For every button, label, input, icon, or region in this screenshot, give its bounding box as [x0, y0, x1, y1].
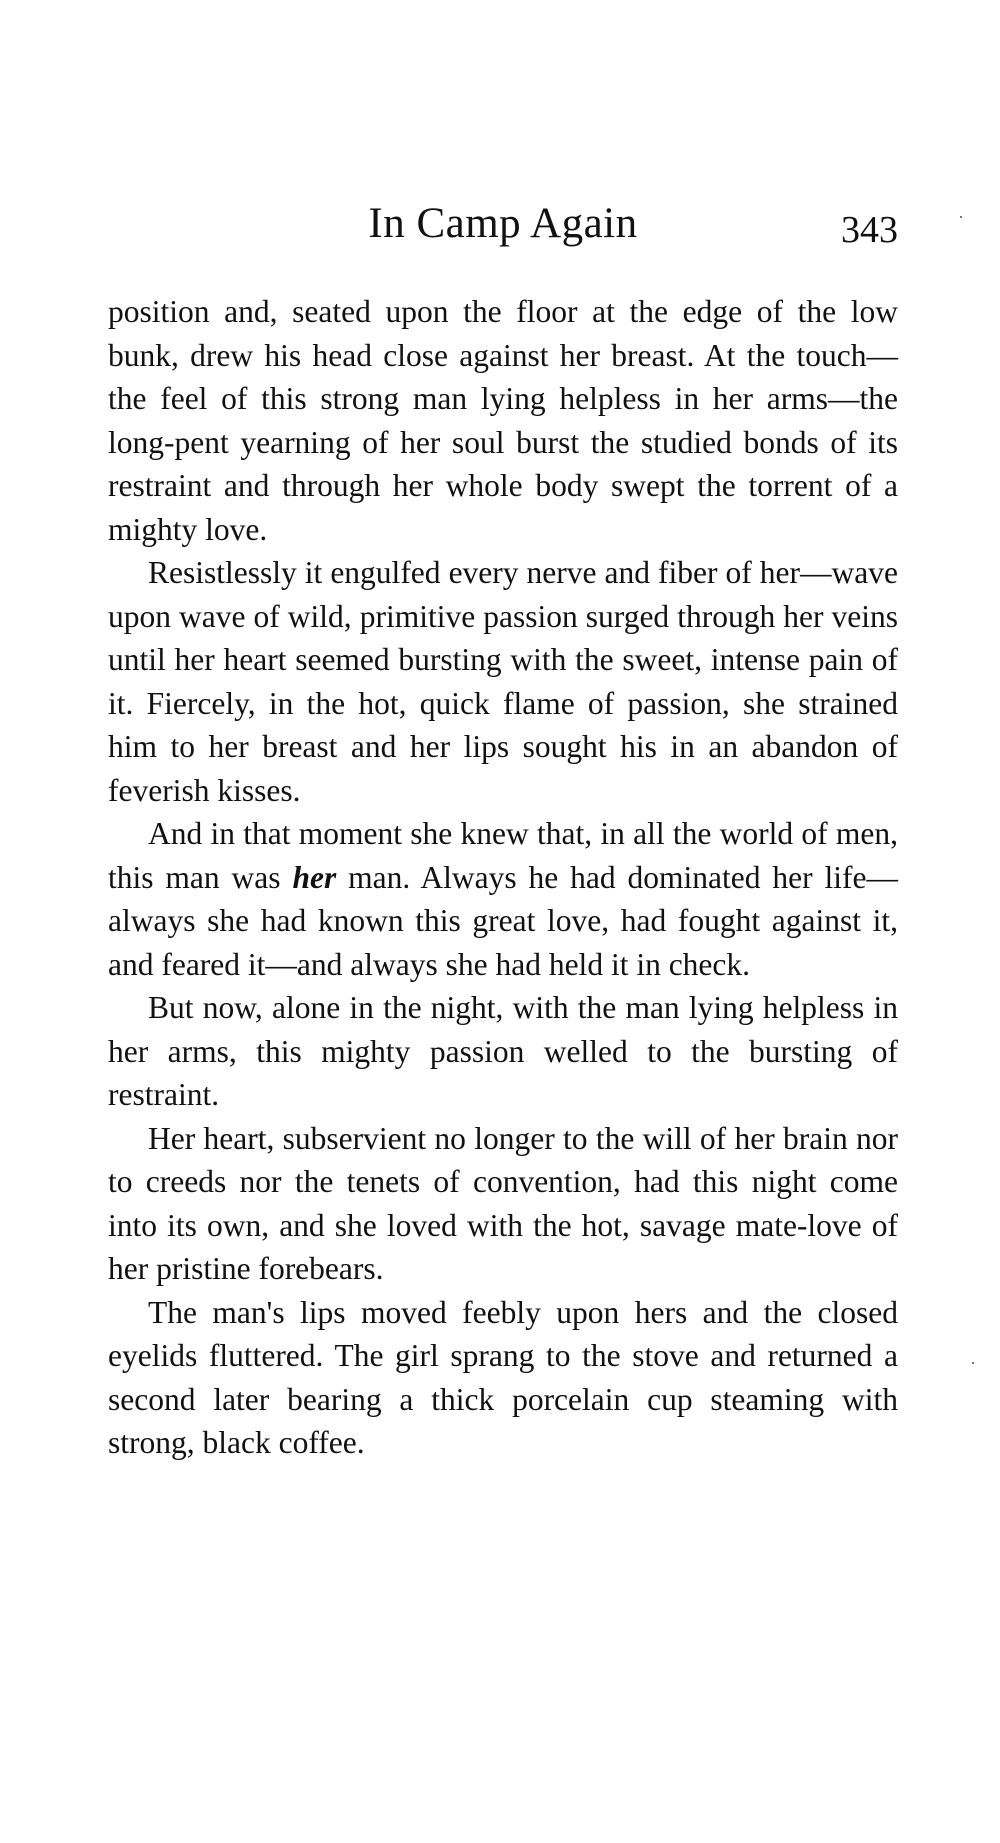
- chapter-title: In Camp Again: [368, 200, 638, 247]
- paragraph-5: Her heart, subservient no longer to the will of her brain nor to creeds nor the tenets of convention, had this night come into its own, and she loved with the hot, savage mate-love of her pristine forebears.: [108, 1120, 898, 1286]
- emphasized-word: her: [292, 859, 337, 895]
- paragraph-2: Resistlessly it engulfed every nerve and fiber of her—wave upon wave of wild, primitive passion surged through her veins until her heart seemed bursting with the sweet, intense pain of it. Fiercely, in the hot, quick flame of passion, she strained him to her breast and her lips sought his in an abandon of feverish kisses.: [108, 555, 898, 808]
- scan-speck: [960, 216, 962, 218]
- scan-speck: [972, 1362, 974, 1364]
- running-head: [108, 198, 898, 258]
- paragraph-3-after: man. Always he had dominated her life—always she had known this great love, had fought against it, and feared it—and always she had held it in check.: [108, 859, 899, 982]
- paragraph-3: [108, 812, 898, 986]
- paragraph-6: The man's lips moved feebly upon hers and the closed eyelids fluttered. The girl sprang to the stove and returned a second later bearing a thick porcelain cup steaming with strong, black coffee.: [108, 1294, 898, 1460]
- page-number: 343: [841, 209, 898, 251]
- body-text: [108, 290, 898, 1465]
- paragraph-3-before: And in that moment she knew that, in all the world of men, this man was: [108, 816, 898, 895]
- paragraph-4: But now, alone in the night, with the man lying helpless in her arms, this mighty passion welled to the bursting of restraint.: [108, 990, 898, 1112]
- paragraph-1: position and, seated upon the floor at the edge of the low bunk, drew his head close against her breast. At the touch—the feel of this strong man lying helpless in her arms—the long-pent yearning of her soul burst the studied bonds of its restraint and through her whole body swept the torrent of a mighty love.: [108, 294, 898, 547]
